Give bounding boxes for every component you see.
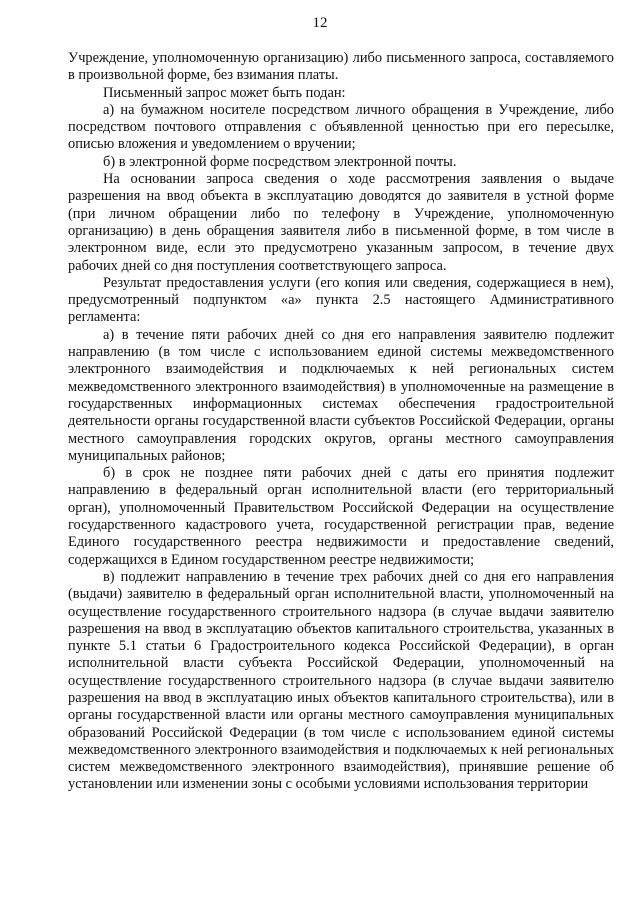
paragraph-electronic-request: б) в электронной форме посредством электронной почты.: [103, 153, 457, 170]
paragraph-item-v: в) подлежит направлению в течение трех рабочих дней со дня его направления (выдачи) заявителю в федеральный орган исполнительной власти, уполномоченный на осуществление государственного строительного надзора (в случае выдачи заявителю разрешения на ввод в эксплуатацию объектов капитального строительства, указанных в пункте 5.1 статьи 6 Градостроительного кодекса Российской Федерации), в орган исполнительной власти субъекта Российской Федерации, уполномоченный на осуществление государственного строительного надзора (в случае выдачи заявителю разрешения на ввод в эксплуатацию иных объектов капитального строительства), или в органы государственной власти или органы местного самоуправления муниципальных образований Российской Федерации (в том числе с использованием единой системы межведомственного электронного взаимодействия и подключаемых к ней региональных систем межведомственного электронного взаимодействия), принявшие решение об установлении или изменении зоны с особыми условиями использования территории: [68, 568, 614, 793]
paragraph-request-response: На основании запроса сведения о ходе рассмотрения заявления о выдаче разрешения на ввод объекта в эксплуатацию доводятся до заявителя в устной форме (при личном обращении либо по телефону в Учреждение, уполномоченную организацию) в день обращения заявителя либо в письменной форме, в том числе в электронном виде, если это предусмотрено указанным запросом, в течение двух рабочих дней со дня поступления соответствующего запроса.: [68, 171, 614, 274]
paragraph-service-result: Результат предоставления услуги (его копия или сведения, содержащиеся в нем), предусмотренный подпунктом «а» пункта 2.5 настоящего Административного регламента:: [68, 274, 614, 326]
paragraph-paper-request: а) на бумажном носителе посредством личного обращения в Учреждение, либо посредством почтового отправления с объявленной ценностью при его пересылке, описью вложения и уведомлением о вручении;: [68, 101, 614, 153]
page-number: 12: [312, 15, 328, 31]
paragraph-item-a: а) в течение пяти рабочих дней со дня его направления заявителю подлежит направлению (в том числе с использованием единой системы межведомственного электронного взаимодействия и подключаемых к ней региональных систем межведомственного электронного взаимодействия) в уполномоченные на размещение в государственных информационных системах обеспечения градостроительной деятельности органы государственной власти субъектов Российской Федерации, органы местного самоуправления городских округов, органы местного самоуправления муниципальных районов;: [68, 326, 614, 464]
paragraph-continuation: Учреждение, уполномоченную организацию) либо письменного запроса, составляемого в произвольной форме, без взимания платы.: [68, 50, 614, 84]
paragraph-request-intro: Письменный запрос может быть подан:: [103, 84, 346, 101]
document-body: [68, 50, 614, 794]
paragraph-item-b: б) в срок не позднее пяти рабочих дней с даты его принятия подлежит направлению в федеральный орган исполнительной власти (его территориальный орган), уполномоченный Правительством Российской Федерации на осуществление государственного кадастрового учета, государственной регистрации прав, ведение Единого государственного реестра недвижимости и предоставление сведений, содержащихся в Едином государственном реестре недвижимости;: [68, 465, 614, 568]
